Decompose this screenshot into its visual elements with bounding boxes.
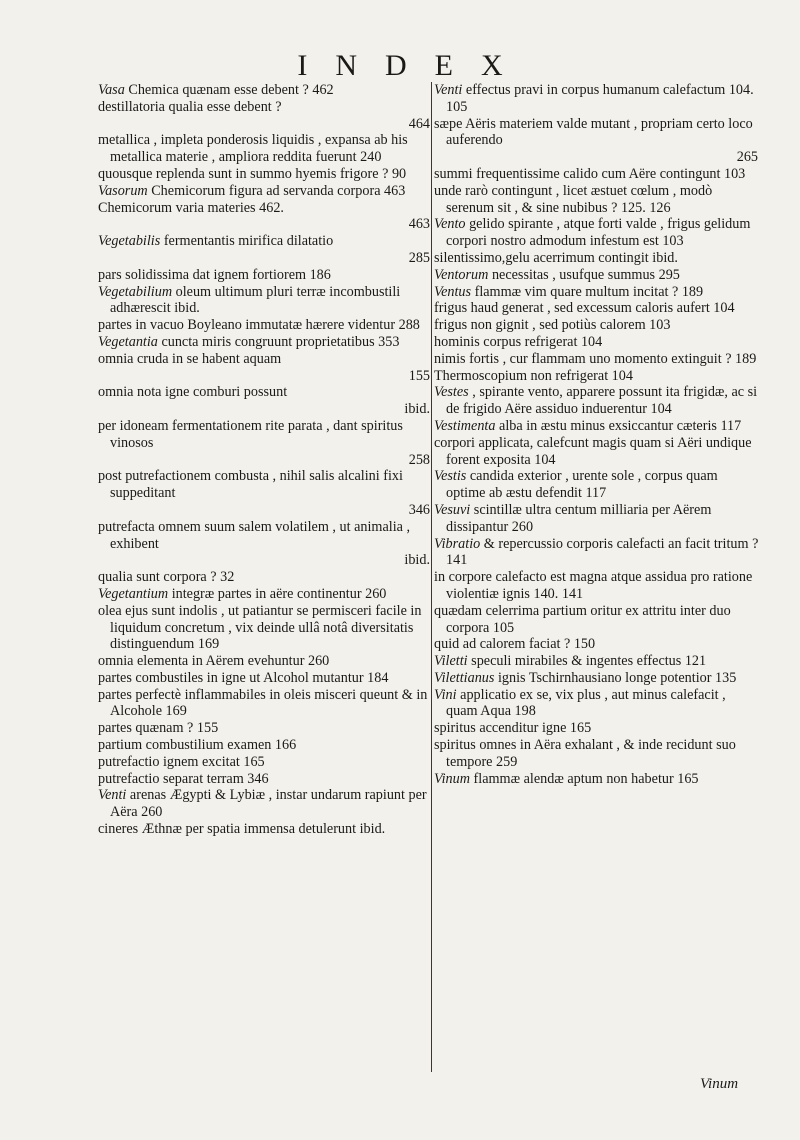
entry-text: in corpore calefacto est magna atque assidua pro ratione violentiæ ignis 140. 141 — [434, 569, 753, 602]
index-entry — [434, 536, 760, 570]
index-subentry — [98, 166, 432, 183]
entry-text: candida exterior , urente sole , corpus quam optime ab æstu defendit 117 — [446, 468, 718, 502]
headword: Vesuvi — [434, 501, 471, 518]
entry-text: partium combustilium examen 166 — [98, 737, 297, 754]
index-entry — [434, 771, 760, 788]
headword: Vento — [434, 216, 466, 233]
entry-text: Thermoscopium non refrigerat 104 — [434, 367, 633, 384]
index-subentry — [434, 737, 760, 771]
headword: Vegetantia — [98, 333, 158, 350]
entry-text: hominis corpus refrigerat 104 — [434, 333, 603, 350]
catchword: Vinum — [700, 1076, 739, 1092]
index-subentry — [434, 351, 760, 368]
index-subentry — [98, 351, 432, 368]
entry-text: arenas Ægypti & Lybiæ , instar undarum rapiunt per Aëra 260 — [110, 787, 427, 821]
headword: Vegetantium — [98, 585, 169, 602]
headword: Vegetabilium — [98, 283, 173, 300]
entry-text: spiritus accenditur igne 165 — [434, 720, 592, 737]
index-subentry — [98, 754, 432, 771]
entry-text: putrefactio ignem excitat 165 — [98, 753, 265, 770]
entry-text: corpori applicata, calefcunt magis quam si Aëri undique forent exposita 104 — [434, 434, 752, 468]
page-ref: 463 — [408, 216, 430, 233]
index-entry — [434, 82, 760, 116]
entry-text: frigus non gignit , sed potiùs calorem 103 — [434, 317, 671, 334]
index-entry — [98, 82, 432, 99]
entry-text: ignis Tschirnhausiano longe potentior 135 — [497, 669, 737, 686]
page-ref: 258 — [408, 451, 430, 468]
headword: Vestis — [434, 468, 467, 485]
index-subentry — [98, 418, 432, 452]
index-entry — [98, 233, 432, 250]
headword: Vibratio — [434, 535, 481, 552]
index-subentry — [434, 569, 760, 603]
index-subentry — [98, 771, 432, 788]
index-subentry — [98, 603, 432, 653]
entry-text: silentissimo,gelu acerrimum contingit ibid. — [434, 249, 678, 266]
entry-text: integræ partes in aëre continentur 260 — [171, 585, 387, 602]
entry-text: metallica , impleta ponderosis liquidis , expansa ab his metallica materie , ampliora reddita fuerunt 240 — [98, 132, 408, 166]
entry-text: partes combustiles in igne ut Alcohol mutantur 184 — [98, 669, 389, 686]
index-entry — [98, 183, 432, 200]
index-entry — [98, 334, 432, 351]
entry-text: speculi mirabiles & ingentes effectus 121 — [471, 653, 707, 670]
entry-text: Chemicorum varia materies 462. — [98, 199, 284, 216]
index-subentry — [434, 636, 760, 653]
entry-text: omnia nota igne comburi possunt — [98, 384, 288, 401]
entry-text: qualia sunt corpora ? 32 — [98, 569, 235, 586]
entry-text: unde rarò contingunt , licet æstuet cœlum , modò serenum sit , & sine nubibus ? 125. 126 — [434, 182, 713, 216]
index-subentry — [434, 300, 760, 317]
entry-text: & repercussio corporis calefacti an facit tritum ? 141 — [446, 535, 759, 569]
page-ref: ibid. — [404, 552, 430, 569]
index-subentry — [98, 737, 432, 754]
entry-text: partes perfectè inflammabiles in oleis misceri queunt & in Alcohole 169 — [98, 686, 428, 720]
entry-text: Chemicorum figura ad servanda corpora 463 — [151, 182, 406, 199]
headword: Venti — [434, 82, 463, 98]
entry-text: nimis fortis , cur flammam uno momento extinguit ? 189 — [434, 350, 757, 367]
index-subentry — [434, 317, 760, 334]
entry-text: sæpe Aëris materiem valde mutant , propriam certo loco auferendo — [434, 115, 753, 149]
entry-text: spiritus omnes in Aëra exhalant , & inde recidunt suo tempore 259 — [434, 737, 736, 770]
entry-text: frigus haud generat , sed excessum caloris aufert 104 — [434, 300, 735, 317]
index-subentry — [98, 384, 432, 401]
entry-text: omnia elementa in Aërem evehuntur 260 — [98, 653, 330, 670]
right-column — [434, 82, 760, 1092]
index-subentry — [434, 250, 760, 267]
index-header: INDEX — [297, 49, 531, 82]
index-entry — [434, 687, 760, 721]
index-subentry — [434, 720, 760, 737]
entry-text: oleum ultimum pluri terræ incombustili adhærescit ibid. — [110, 283, 401, 317]
index-entry — [434, 418, 760, 435]
entry-text: post putrefactionem combusta , nihil salis alcalini fixi suppeditant — [98, 468, 403, 502]
entry-text: effectus pravi in corpus humanum calefactum 104. 105 — [446, 82, 754, 115]
entry-text: Chemica quænam esse debent ? 462 — [128, 82, 334, 98]
entry-text: scintillæ ultra centum milliaria per Aërem dissipantur 260 — [446, 501, 712, 535]
index-subentry — [98, 200, 432, 217]
entry-text: putrefacta omnem suum salem volatilem , ut animalia , exhibent — [98, 518, 411, 552]
entry-text: fermentantis mirifica dilatatio — [163, 233, 334, 250]
index-subentry — [434, 334, 760, 351]
headword: Vestimenta — [434, 417, 496, 434]
index-subentry — [98, 519, 432, 553]
index-entry — [98, 284, 432, 318]
headword: Vestes — [434, 384, 469, 401]
page-ref: 285 — [408, 249, 430, 266]
headword: Viletti — [434, 653, 468, 670]
entry-text: cuncta miris congruunt proprietatibus 353 — [161, 333, 400, 350]
entry-text: necessitas , usufque summus 295 — [491, 266, 680, 283]
entry-text: quousque replenda sunt in summo hyemis frigore ? 90 — [98, 165, 407, 182]
index-subentry — [98, 687, 432, 721]
headword: Ventorum — [434, 266, 489, 283]
entry-text: summi frequentissime calido cum Aëre contingunt 103 — [434, 165, 746, 182]
index-subentry — [98, 267, 432, 284]
headword: Vilettianus — [434, 669, 495, 686]
headword: Vini — [434, 686, 457, 703]
page-ref: 346 — [408, 501, 430, 518]
index-subentry — [434, 603, 760, 637]
index-subentry — [98, 670, 432, 687]
entry-text: gelido spirante , atque forti valde , frigus gelidum corpori nostro admodum infestum est 103 — [446, 216, 751, 250]
headword: Ventus — [434, 283, 472, 300]
entry-text: destillatoria qualia esse debent ? — [98, 98, 282, 115]
entry-text: applicatio ex se, vix plus , aut minus calefacit , quam Aqua 198 — [446, 686, 726, 720]
index-entry — [434, 670, 760, 687]
index-entry — [434, 216, 760, 250]
index-subentry — [98, 99, 432, 116]
index-entry — [98, 787, 432, 821]
headword: Vinum — [434, 770, 470, 787]
index-entry — [434, 267, 760, 284]
entry-text: putrefactio separat terram 346 — [98, 770, 269, 787]
entry-text: flammæ alendæ aptum non habetur 165 — [473, 770, 699, 787]
index-subentry — [434, 183, 760, 217]
entry-text: , spirante vento, apparere possunt ita frigidæ, ac si de frigido Aëre assiduo induerentur 104 — [446, 384, 758, 418]
index-subentry — [434, 116, 760, 150]
entry-text: flammæ vim quare multum incitat ? 189 — [474, 283, 704, 300]
entry-text: partes in vacuo Boyleano immutatæ hærere videntur 288 — [98, 317, 420, 334]
entry-text: pars solidissima dat ignem fortiorem 186 — [98, 266, 331, 283]
headword: Venti — [98, 787, 127, 804]
index-subentry — [98, 468, 432, 502]
entry-text: per idoneam fermentationem rite parata , dant spiritus vinosos — [98, 417, 403, 451]
index-subentry — [98, 132, 432, 166]
page-ref: 265 — [736, 149, 758, 166]
left-column — [98, 82, 432, 1092]
entry-text: partes quænam ? 155 — [98, 720, 219, 737]
entry-text: alba in æstu minus exsiccantur cæteris 117 — [499, 417, 742, 434]
index-subentry — [98, 720, 432, 737]
page-ref: 464 — [408, 115, 430, 132]
index-subentry — [434, 368, 760, 385]
entry-text: cineres Æthnæ per spatia immensa detulerunt ibid. — [98, 821, 386, 838]
index-entry — [434, 502, 760, 536]
column-divider — [431, 82, 432, 1072]
entry-text: olea ejus sunt indolis , ut patiantur se permisceri facile in liquidum concretum , vix deinde ullâ notâ diversitatis distinguendum 169 — [98, 602, 422, 653]
index-entry — [98, 586, 432, 603]
headword: Vegetabilis — [98, 233, 161, 250]
entry-text: quædam celerrima partium oritur ex attritu inter duo corpora 105 — [434, 602, 731, 636]
index-entry — [434, 468, 760, 502]
page-ref: 155 — [408, 367, 430, 384]
index-subentry — [98, 317, 432, 334]
index-subentry — [434, 435, 760, 469]
index-subentry — [98, 569, 432, 586]
page-ref: ibid. — [404, 401, 430, 418]
index-subentry — [98, 821, 432, 838]
index-subentry — [98, 653, 432, 670]
index-entry — [434, 284, 760, 301]
index-subentry — [434, 166, 760, 183]
headword: Vasorum — [98, 182, 148, 199]
entry-text: quid ad calorem faciat ? 150 — [434, 636, 596, 653]
headword: Vasa — [98, 82, 125, 98]
index-entry — [434, 384, 760, 418]
index-entry — [434, 653, 760, 670]
entry-text: omnia cruda in se habent aquam — [98, 350, 282, 367]
